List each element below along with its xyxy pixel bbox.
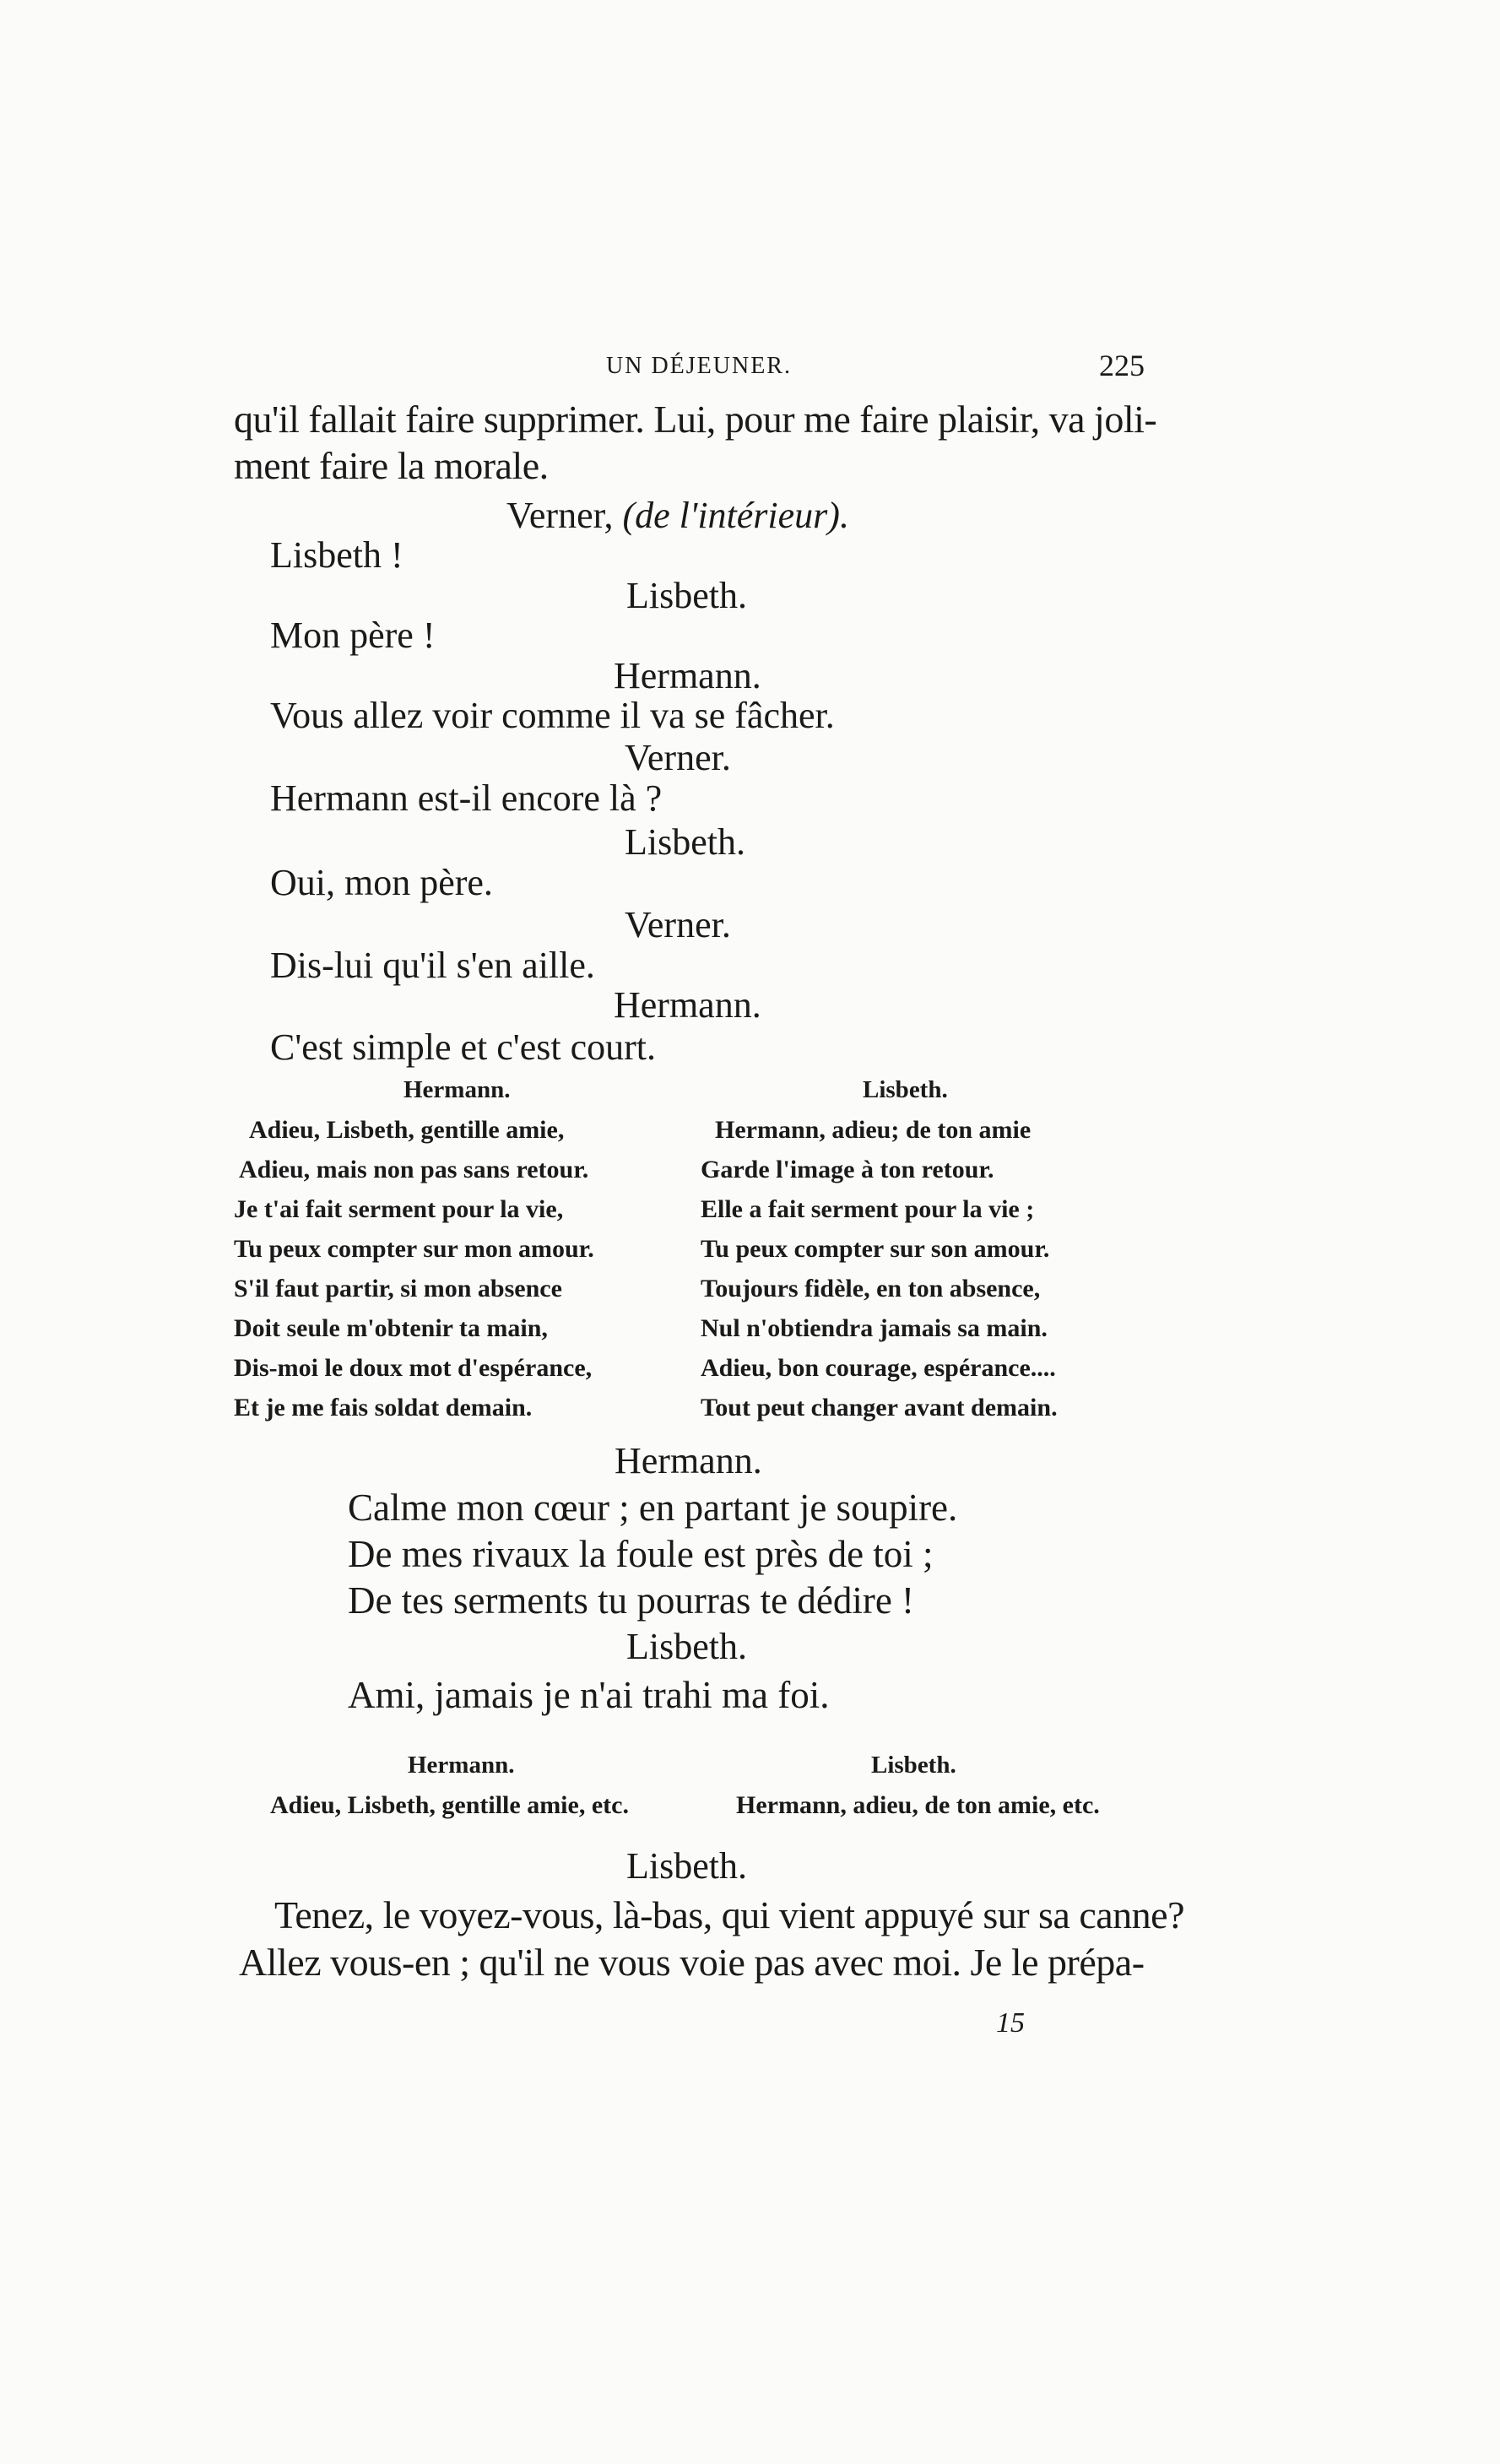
verse-line: Toujours fidèle, en ton absence, [701, 1275, 1041, 1302]
dialogue-line: Dis-lui qu'il s'en aille. [270, 945, 595, 986]
speaker-name: Verner. [625, 737, 731, 778]
verse-line: Tout peut changer avant demain. [701, 1394, 1058, 1422]
reprise-left-speaker: Hermann. [408, 1752, 515, 1779]
speaker-name: Hermann. [614, 655, 761, 696]
reprise-right-speaker: Lisbeth. [871, 1752, 956, 1779]
speaker-name [506, 494, 849, 537]
verse-line: Je t'ai fait serment pour la vie, [234, 1195, 564, 1223]
verse-line: Dis-moi le doux mot d'espérance, [234, 1354, 593, 1382]
duet-left-speaker: Hermann. [403, 1076, 511, 1103]
speaker-name: Hermann. [614, 984, 761, 1026]
prose-line: ment faire la morale. [234, 444, 549, 487]
song-line: Ami, jamais je n'ai trahi ma foi. [348, 1674, 830, 1716]
running-title: UN DÉJEUNER. [606, 353, 792, 379]
dialogue-line: Oui, mon père. [270, 862, 493, 903]
reprise-line: Hermann, adieu, de ton amie, etc. [736, 1791, 1100, 1819]
song-line: Calme mon cœur ; en partant je soupire. [348, 1487, 958, 1529]
dialogue-line: Vous allez voir comme il va se fâcher. [270, 695, 835, 736]
verse-line: S'il faut partir, si mon absence [234, 1275, 562, 1302]
reprise-line: Adieu, Lisbeth, gentille amie, etc. [270, 1791, 629, 1819]
verse-line: Adieu, mais non pas sans retour. [239, 1156, 589, 1183]
stage-direction: (de l'intérieur). [622, 495, 849, 536]
page-number: 225 [1099, 349, 1145, 382]
verse-line: Doit seule m'obtenir ta main, [234, 1314, 548, 1342]
prose-line: qu'il fallait faire supprimer. Lui, pour me faire plaisir, va joli- [234, 398, 1157, 441]
verse-line: Adieu, Lisbeth, gentille amie, [249, 1116, 565, 1144]
verse-line: Adieu, bon courage, espérance.... [701, 1354, 1056, 1382]
dialogue-line: Hermann est-il encore là ? [270, 777, 663, 819]
speaker-name: Verner. [625, 904, 731, 945]
prose-line: Tenez, le voyez-vous, là-bas, qui vient appuyé sur sa canne? [274, 1893, 1185, 1936]
prose-line: Allez vous-en ; qu'il ne vous voie pas avec moi. Je le prépa- [239, 1941, 1145, 1984]
dialogue-line: C'est simple et c'est court. [270, 1026, 656, 1068]
verse-line: Elle a fait serment pour la vie ; [701, 1195, 1035, 1223]
speaker-label: Verner, [506, 495, 614, 536]
song-line: De mes rivaux la foule est près de toi ; [348, 1533, 934, 1575]
speaker-name: Lisbeth. [626, 1626, 747, 1667]
song-line: De tes serments tu pourras te dédire ! [348, 1579, 915, 1622]
dialogue-line: Mon père ! [270, 615, 436, 656]
verse-line: Nul n'obtiendra jamais sa main. [701, 1314, 1048, 1342]
verse-line: Garde l'image à ton retour. [701, 1156, 994, 1183]
verse-line: Tu peux compter sur mon amour. [234, 1235, 594, 1263]
signature-mark: 15 [996, 2007, 1025, 2039]
dialogue-line: Lisbeth ! [270, 534, 403, 576]
speaker-name: Lisbeth. [625, 821, 745, 863]
speaker-name: Hermann. [615, 1440, 762, 1481]
verse-line: Et je me fais soldat demain. [234, 1394, 533, 1422]
verse-line: Hermann, adieu; de ton amie [715, 1116, 1032, 1144]
verse-line: Tu peux compter sur son amour. [701, 1235, 1050, 1263]
speaker-name: Lisbeth. [626, 1845, 747, 1887]
speaker-name: Lisbeth. [626, 575, 747, 616]
duet-right-speaker: Lisbeth. [863, 1076, 948, 1103]
